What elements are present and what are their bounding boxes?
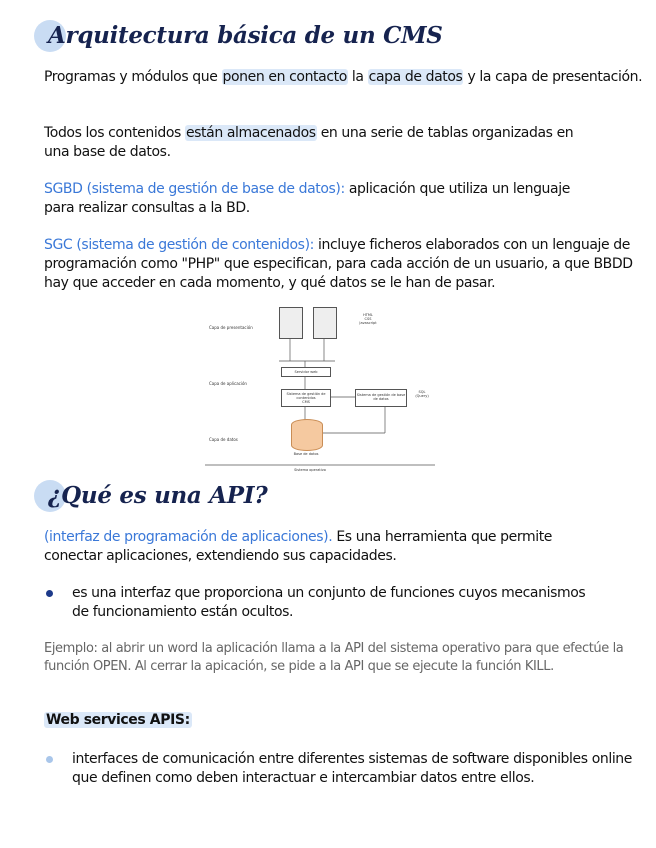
diagram-web-server: Servidor web <box>281 367 331 377</box>
list-item-web-services: interfaces de comunicación entre diferentes sistemas de software disponibles online que definen como deben interactuar e intercambiar datos entre ellos. <box>72 751 632 786</box>
section-title-cms: Arquitectura básica de un CMS <box>48 22 443 49</box>
paragraph-cms-definition: Programas y módulos que ponen en contacto la capa de datos y la capa de presentación. <box>44 69 643 85</box>
list-item-api-interface: es una interfaz que proporciona un conjunto de funciones cuyos mecanismos de funcionamiento están ocultos. <box>72 585 586 620</box>
paragraph-sgc: SGC (sistema de gestión de contenidos): incluye ficheros elaborados con un lenguaje de programación como "PHP" que especifican, para cada acción de un usuario, a que BBDD hay que acceder en cada momento, y qué datos se le han de pasar. <box>44 237 633 291</box>
diagram-sql: SQL (Query) <box>415 390 429 398</box>
diagram-layer-presentation: Capa de presentación <box>209 325 253 330</box>
bullet-dot <box>46 590 53 597</box>
diagram-db-label: Base de datos <box>293 452 319 456</box>
paragraph-contents-storage: Todos los contenidos están almacenados en una serie de tablas organizadas en una base de datos. <box>44 125 574 160</box>
diagram-sgbd-box: Sistema de gestión de base de datos <box>355 389 407 407</box>
diagram-layer-application: Capa de aplicación <box>209 381 247 386</box>
cms-architecture-diagram <box>205 305 445 477</box>
diagram-sgc-box: Sistema de gestión de contenidos CMS <box>281 389 331 407</box>
paragraph-sgbd: SGBD (sistema de gestión de base de datos): aplicación que utiliza un lenguaje para realizar consultas a la BD. <box>44 181 570 216</box>
bullet-dot <box>46 756 53 763</box>
subheading-web-services: Web services APIS: <box>46 712 190 728</box>
diagram-database-cylinder <box>291 419 323 451</box>
diagram-formats: HTML CSS Javascript <box>359 313 377 325</box>
section-title-api: ¿Qué es una API? <box>48 482 268 509</box>
paragraph-api-example: Ejemplo: al abrir un word la aplicación llama a la API del sistema operativo para que efectúe la función OPEN. Al cerrar la apicación, se pide a la API que se ejecute la función KILL. <box>44 641 624 674</box>
paragraph-api-definition: (interfaz de programación de aplicaciones). Es una herramienta que permite conectar aplicaciones, extendiendo sus capacidades. <box>44 529 553 564</box>
diagram-os-label: Sistema operativo <box>294 468 326 472</box>
diagram-layer-data: Capa de datos <box>209 437 238 442</box>
